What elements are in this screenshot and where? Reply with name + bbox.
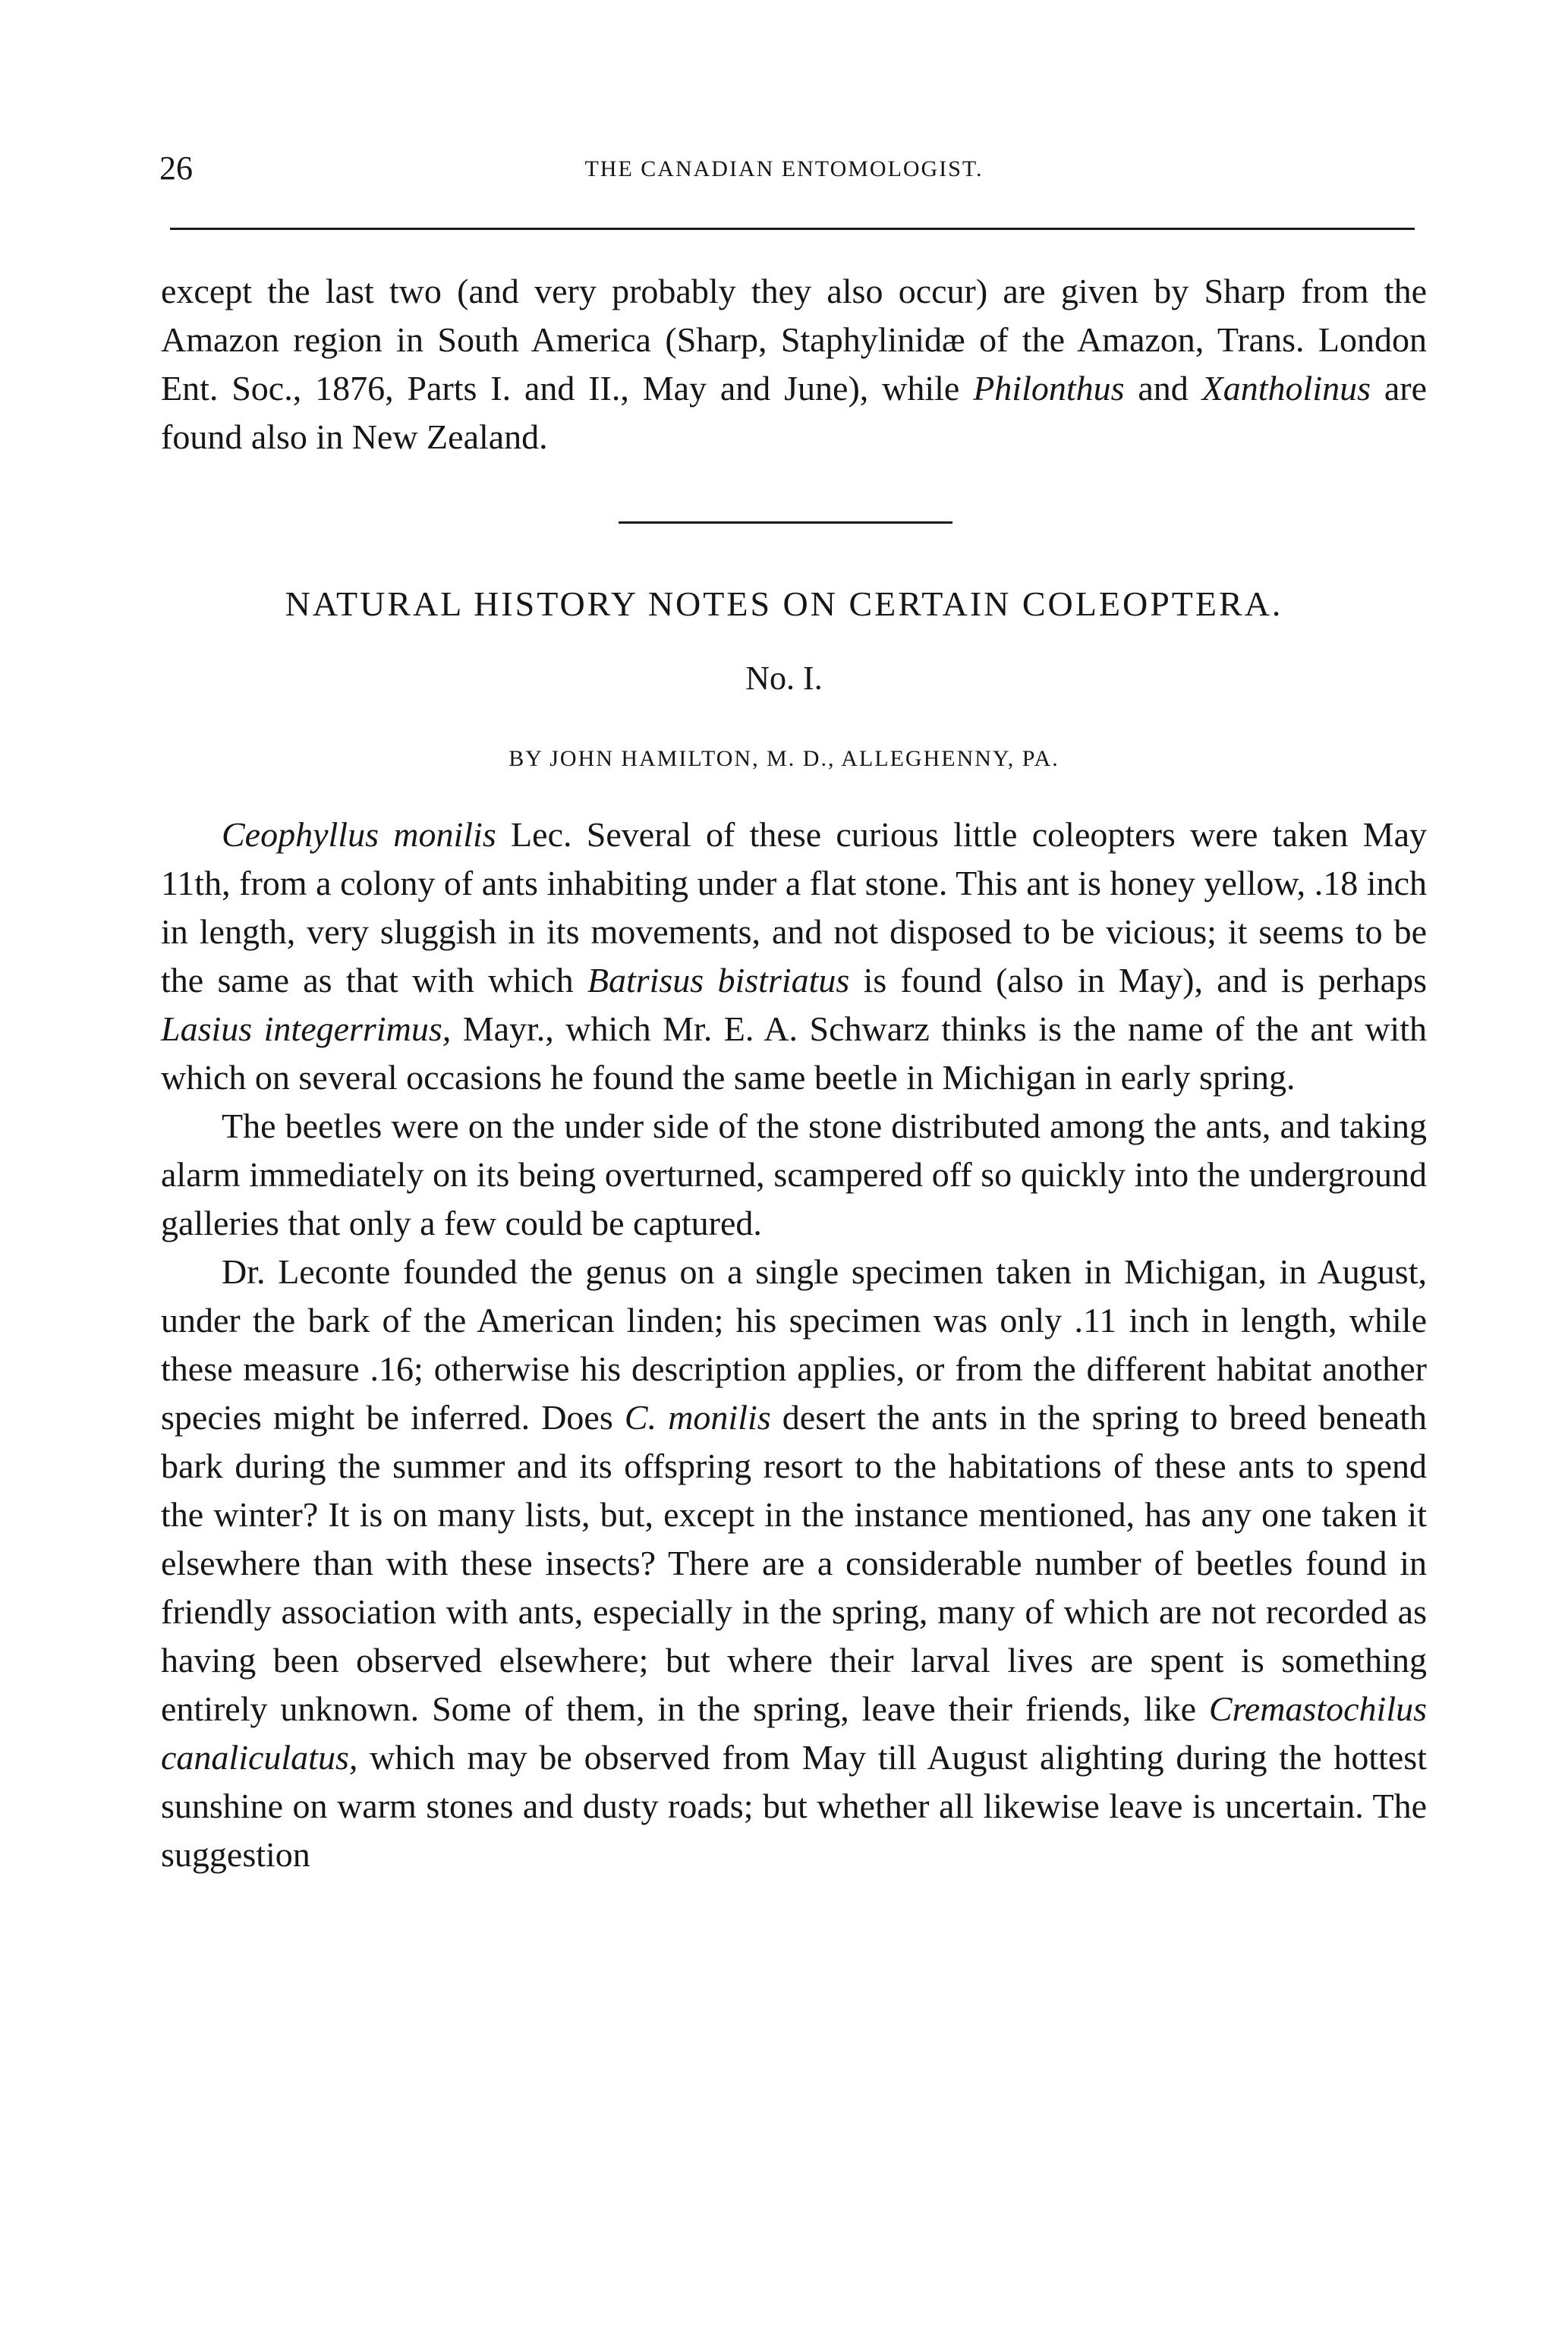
text-run: desert the ants in the spring to breed beneath bark during the summer and its offspring resort to the habitations of these ants to spend the winter? It is on many lists, but, except in the instance mentioned, has any one taken it elsewhere than with these insects? There are a considerable number of beetles found in friendly association with ants, especially in the spring, many of which are not recorded as having been observed elsewhere; but where their larval lives are spent is something entirely unknown. Some of them, in the spring, leave their friends, like xyxy=(161,1398,1427,1728)
taxon-name: Xantholinus xyxy=(1201,369,1371,408)
paragraph xyxy=(161,1248,1427,1879)
text-run: which may be observed from May till August alighting during the hottest sunshine on warm stones and dusty roads; but whether all likewise leave is uncertain. The suggestion xyxy=(161,1738,1427,1874)
article-number: No. I. xyxy=(745,660,823,697)
running-title: THE CANADIAN ENTOMOLOGIST. xyxy=(584,156,984,181)
continued-paragraph xyxy=(161,267,1427,461)
text-run: Dr. Leconte founded the genus on a single specimen taken in Michigan, in August, under the bark of the American linden; his specimen was only .11 inch in length, while these measure .16; otherwise his description applies, or from the different habitat another species might be inferred. Does xyxy=(161,1252,1427,1437)
taxon-name: Philonthus xyxy=(973,369,1125,408)
section-divider xyxy=(619,521,952,524)
page-number: 26 xyxy=(159,150,193,187)
paragraph: The beetles were on the under side of the stone distributed among the ants, and taking alarm immediately on its being overturned, scampered off so quickly into the underground galleries that only a few could be captured. xyxy=(161,1107,1427,1242)
article-title: NATURAL HISTORY NOTES ON CERTAIN COLEOPTERA. xyxy=(285,584,1283,623)
paragraph xyxy=(161,267,1427,461)
article-body xyxy=(161,811,1427,1879)
taxon-name: C. monilis xyxy=(624,1398,771,1437)
text-run: except the last two (and very probably they also occur) are given by Sharp from the Amazon region in South America (Sharp, Staphylinidæ of the Amazon, Trans. London Ent. Soc., 1876, Parts I. and II., May and June), while xyxy=(161,272,1427,408)
text-run: Lec. Several of these curious little coleopters were taken May 11th, from a colony of ants inhabiting under a flat stone. This ant is honey yellow, .18 inch in length, very sluggish in its movements, and not disposed to be vicious; it seems to be the same as that with which xyxy=(161,815,1427,1000)
header-rule xyxy=(170,228,1415,230)
taxon-name: Ceophyllus monilis xyxy=(222,815,496,854)
taxon-name: Cremastochilus canaliculatus, xyxy=(161,1689,1427,1777)
text-run: and xyxy=(1124,369,1202,408)
text-run: is found (also in May), and is perhaps xyxy=(849,961,1427,1000)
text-run: are found also in New Zealand. xyxy=(161,369,1428,456)
paragraph xyxy=(161,811,1427,1102)
text-run: Mayr., which Mr. E. A. Schwarz thinks is the name of the ant with which on several occasions he found the same beetle in Michigan in early spring. xyxy=(161,1009,1427,1097)
author-byline: BY JOHN HAMILTON, M. D., ALLEGHENNY, PA. xyxy=(508,746,1060,771)
taxon-name: Batrisus bistriatus xyxy=(587,961,850,1000)
taxon-name: Lasius integerrimus, xyxy=(161,1009,452,1048)
